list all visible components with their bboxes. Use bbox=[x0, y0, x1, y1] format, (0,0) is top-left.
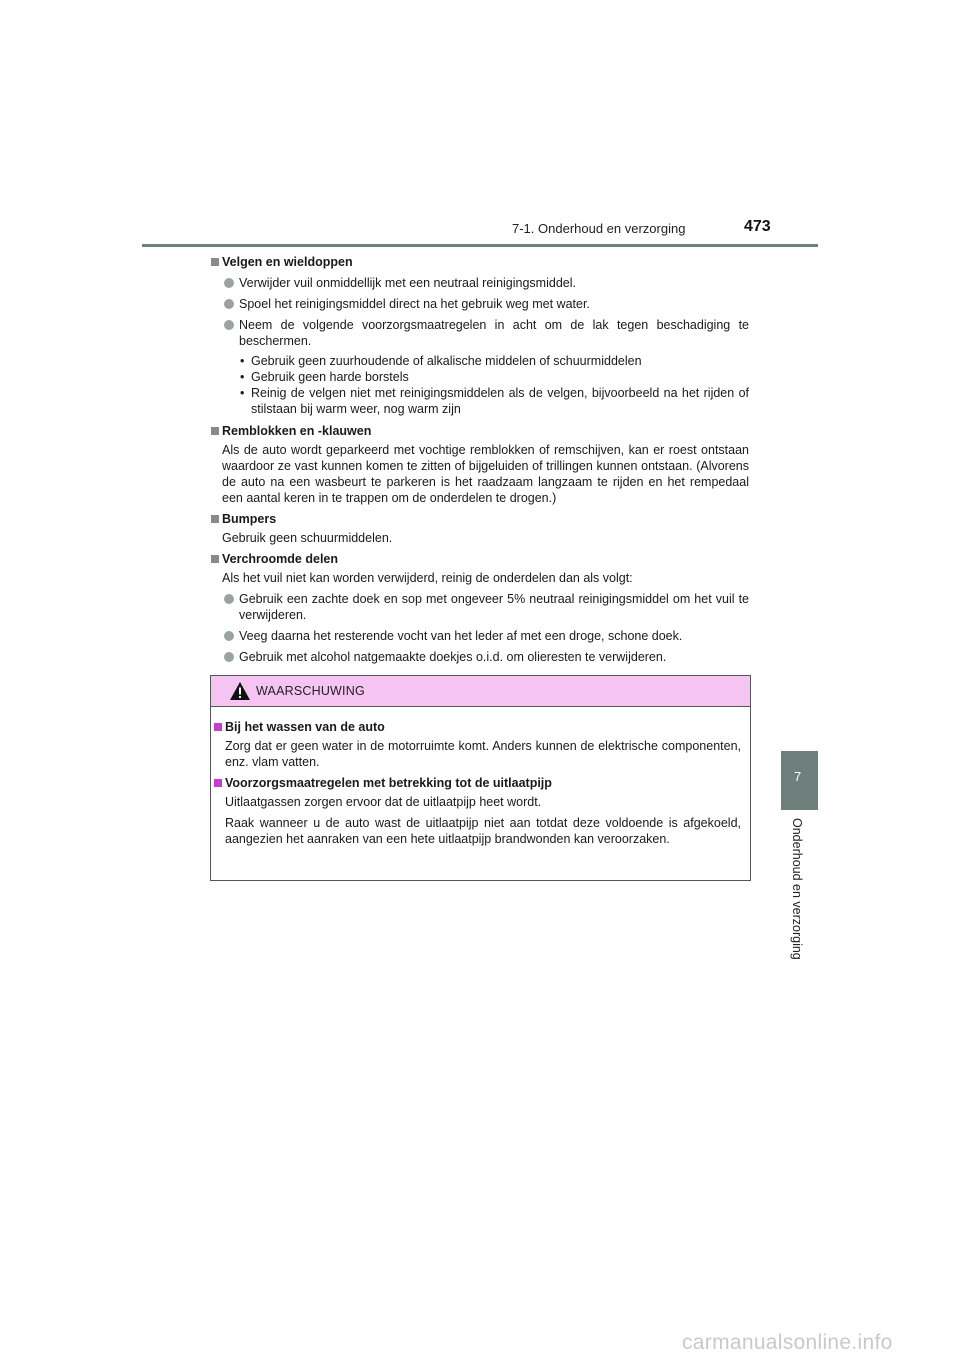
chapter-tab-number: 7 bbox=[794, 769, 802, 784]
circle-bullet-icon bbox=[224, 299, 234, 309]
warning-title: WAARSCHUWING bbox=[256, 684, 365, 698]
square-bullet-icon bbox=[211, 515, 219, 523]
square-bullet-icon bbox=[214, 723, 222, 731]
warning-triangle-icon bbox=[229, 681, 251, 701]
dot-bullet-icon: • bbox=[240, 354, 245, 368]
page-content bbox=[211, 254, 749, 670]
list-item: Gebruik een zachte doek en sop met ongeveer 5% neutraal reinigingsmiddel om het vuil te verwijderen. bbox=[211, 591, 749, 623]
list-item: Neem de volgende voorzorgsmaatregelen in acht om de lak tegen beschadiging te beschermen. bbox=[211, 317, 749, 349]
square-bullet-icon bbox=[211, 258, 219, 266]
watermark: carmanualsonline.info bbox=[682, 1331, 893, 1354]
sub-list-item: • Gebruik geen harde borstels bbox=[240, 370, 409, 384]
chapter-tab bbox=[781, 751, 818, 810]
circle-bullet-icon bbox=[224, 320, 234, 330]
section-text-verchroomde: Als het vuil niet kan worden verwijderd, reinig de onderdelen dan als volgt: bbox=[222, 571, 633, 585]
section-title-remblokken: Remblokken en -klauwen bbox=[211, 423, 749, 439]
chapter-title: 7-1. Onderhoud en verzorging bbox=[512, 221, 686, 236]
dot-bullet-icon: • bbox=[240, 386, 245, 400]
section-title-velgen: Velgen en wieldoppen bbox=[211, 254, 749, 270]
circle-bullet-icon bbox=[224, 278, 234, 288]
sub-list bbox=[211, 353, 749, 417]
chapter-tab-label: Onderhoud en verzorging bbox=[790, 818, 804, 960]
list-item: Veeg daarna het resterende vocht van het leder af met een droge, schone doek. bbox=[211, 628, 749, 644]
square-bullet-icon bbox=[211, 555, 219, 563]
circle-bullet-icon bbox=[224, 652, 234, 662]
sub-list-item: • Reinig de velgen niet met reinigingsmiddelen als de velgen, bijvoorbeeld na het rijden of stilstaan bij warm weer, nog warm zijn bbox=[240, 386, 749, 416]
section-title-verchroomde: Verchroomde delen bbox=[211, 551, 749, 567]
warning-item-title: Voorzorgsmaatregelen met betrekking tot de uitlaatpijp bbox=[214, 775, 741, 791]
section-text-bumpers: Gebruik geen schuurmiddelen. bbox=[222, 531, 393, 545]
warning-item-text: Raak wanneer u de auto wast de uitlaatpijp niet aan totdat deze voldoende is afgekoeld, aangezien het aanraken van een hete uitlaatpijp brandwonden kan veroorzaken. bbox=[225, 816, 741, 846]
warning-item-text: Uitlaatgassen zorgen ervoor dat de uitlaatpijp heet wordt. bbox=[225, 795, 542, 809]
sub-list-item: • Gebruik geen zuurhoudende of alkalische middelen of schuurmiddelen bbox=[240, 354, 642, 368]
warning-header bbox=[211, 676, 750, 707]
header-divider bbox=[142, 244, 818, 247]
square-bullet-icon bbox=[214, 779, 222, 787]
circle-bullet-icon bbox=[224, 631, 234, 641]
warning-item-text: Zorg dat er geen water in de motorruimte komt. Anders kunnen de elektrische componenten, enz. vlam vatten. bbox=[225, 739, 741, 769]
list-item: Verwijder vuil onmiddellijk met een neutraal reinigingsmiddel. bbox=[211, 275, 749, 291]
square-bullet-icon bbox=[211, 427, 219, 435]
page-number: 473 bbox=[744, 218, 771, 235]
section-title-bumpers: Bumpers bbox=[211, 511, 749, 527]
warning-item-title: Bij het wassen van de auto bbox=[214, 719, 741, 735]
section-text-remblokken: Als de auto wordt geparkeerd met vochtige remblokken of remschijven, kan er roest ontstaan waardoor ze vast kunnen komen te zitten of bijgeluiden of trillingen kunnen ontstaan. (Alvorens de auto na een wasbeurt te parkeren is het raadzaam langzaam te rijden en het rempedaal een aantal keren in te trappen om de onderdelen te drogen.) bbox=[222, 443, 749, 505]
dot-bullet-icon: • bbox=[240, 370, 245, 384]
warning-body bbox=[211, 707, 750, 847]
warning-box bbox=[210, 675, 751, 881]
circle-bullet-icon bbox=[224, 594, 234, 604]
list-item: Gebruik met alcohol natgemaakte doekjes o.i.d. om olieresten te verwijderen. bbox=[211, 649, 749, 665]
list-item: Spoel het reinigingsmiddel direct na het gebruik weg met water. bbox=[211, 296, 749, 312]
